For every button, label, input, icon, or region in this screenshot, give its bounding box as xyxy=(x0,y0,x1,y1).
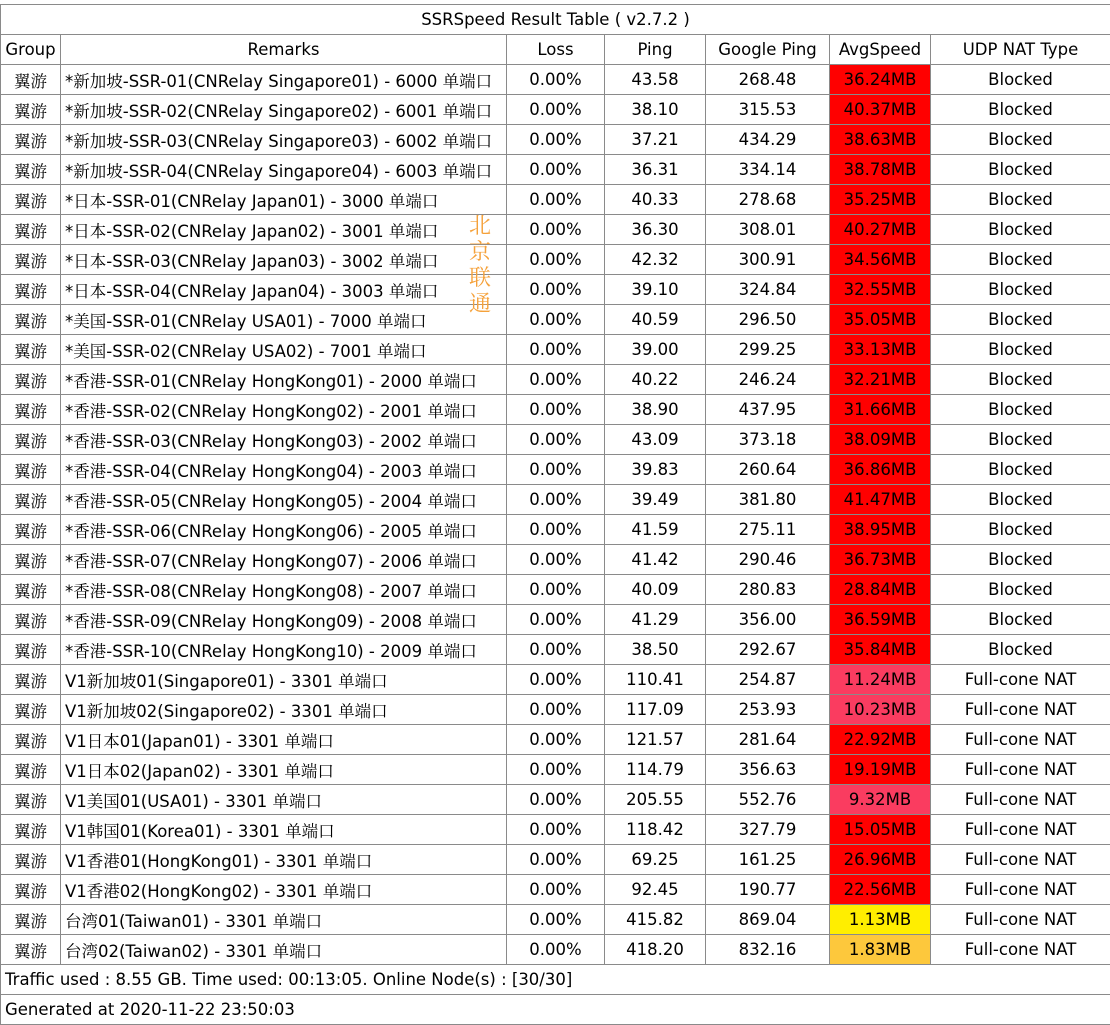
cell-udp-nat-type: Full-cone NAT xyxy=(931,785,1110,815)
cell-google-ping: 437.95 xyxy=(706,395,830,425)
cell-udp-nat-type: Full-cone NAT xyxy=(931,815,1110,845)
cell-udp-nat-type: Blocked xyxy=(931,635,1110,665)
table-row xyxy=(1,485,1110,515)
cell-ping: 38.50 xyxy=(605,635,706,665)
cell-remarks: *新加坡-SSR-04(CNRelay Singapore04) - 6003 单端口 xyxy=(61,155,507,185)
cell-google-ping: 254.87 xyxy=(706,665,830,695)
header-group: Group xyxy=(1,35,61,65)
cell-remarks: *日本-SSR-02(CNRelay Japan02) - 3001 单端口 xyxy=(61,215,507,245)
cell-ping: 39.49 xyxy=(605,485,706,515)
cell-group: 翼游 xyxy=(1,845,61,875)
cell-loss: 0.00% xyxy=(507,125,605,155)
cell-group: 翼游 xyxy=(1,215,61,245)
cell-remarks: *日本-SSR-03(CNRelay Japan03) - 3002 单端口 xyxy=(61,245,507,275)
cell-loss: 0.00% xyxy=(507,65,605,95)
cell-google-ping: 315.53 xyxy=(706,95,830,125)
cell-google-ping: 278.68 xyxy=(706,185,830,215)
cell-ping: 415.82 xyxy=(605,905,706,935)
watermark-char: 联 xyxy=(466,266,494,292)
header-avg-speed: AvgSpeed xyxy=(830,35,931,65)
cell-remarks: *香港-SSR-07(CNRelay HongKong07) - 2006 单端口 xyxy=(61,545,507,575)
cell-group: 翼游 xyxy=(1,905,61,935)
cell-udp-nat-type: Blocked xyxy=(931,185,1110,215)
cell-ping: 110.41 xyxy=(605,665,706,695)
cell-ping: 92.45 xyxy=(605,875,706,905)
cell-loss: 0.00% xyxy=(507,875,605,905)
table-row xyxy=(1,605,1110,635)
cell-group: 翼游 xyxy=(1,725,61,755)
table-row xyxy=(1,785,1110,815)
cell-loss: 0.00% xyxy=(507,785,605,815)
cell-ping: 43.09 xyxy=(605,425,706,455)
cell-udp-nat-type: Blocked xyxy=(931,65,1110,95)
cell-google-ping: 356.63 xyxy=(706,755,830,785)
cell-avg-speed: 36.73MB xyxy=(830,545,931,575)
cell-avg-speed: 35.25MB xyxy=(830,185,931,215)
cell-ping: 39.83 xyxy=(605,455,706,485)
cell-udp-nat-type: Blocked xyxy=(931,365,1110,395)
cell-loss: 0.00% xyxy=(507,425,605,455)
cell-loss: 0.00% xyxy=(507,605,605,635)
cell-remarks: V1香港02(HongKong02) - 3301 单端口 xyxy=(61,875,507,905)
cell-google-ping: 299.25 xyxy=(706,335,830,365)
cell-ping: 418.20 xyxy=(605,935,706,965)
cell-avg-speed: 1.13MB xyxy=(830,905,931,935)
cell-avg-speed: 32.55MB xyxy=(830,275,931,305)
table-row xyxy=(1,545,1110,575)
cell-group: 翼游 xyxy=(1,935,61,965)
cell-remarks: V1新加坡01(Singapore01) - 3301 单端口 xyxy=(61,665,507,695)
cell-group: 翼游 xyxy=(1,515,61,545)
cell-loss: 0.00% xyxy=(507,215,605,245)
cell-loss: 0.00% xyxy=(507,635,605,665)
cell-loss: 0.00% xyxy=(507,545,605,575)
cell-avg-speed: 19.19MB xyxy=(830,755,931,785)
cell-google-ping: 246.24 xyxy=(706,365,830,395)
watermark-char: 京 xyxy=(466,240,494,266)
cell-google-ping: 281.64 xyxy=(706,725,830,755)
header-ping: Ping xyxy=(605,35,706,65)
cell-udp-nat-type: Blocked xyxy=(931,305,1110,335)
cell-remarks: *香港-SSR-04(CNRelay HongKong04) - 2003 单端口 xyxy=(61,455,507,485)
cell-group: 翼游 xyxy=(1,185,61,215)
cell-remarks: V1韩国01(Korea01) - 3301 单端口 xyxy=(61,815,507,845)
cell-udp-nat-type: Blocked xyxy=(931,425,1110,455)
cell-remarks: V1新加坡02(Singapore02) - 3301 单端口 xyxy=(61,695,507,725)
cell-google-ping: 373.18 xyxy=(706,425,830,455)
table-row xyxy=(1,65,1110,95)
cell-remarks: *香港-SSR-10(CNRelay HongKong10) - 2009 单端口 xyxy=(61,635,507,665)
cell-google-ping: 832.16 xyxy=(706,935,830,965)
header-google-ping: Google Ping xyxy=(706,35,830,65)
table-row xyxy=(1,635,1110,665)
cell-group: 翼游 xyxy=(1,425,61,455)
cell-udp-nat-type: Blocked xyxy=(931,275,1110,305)
table-row xyxy=(1,815,1110,845)
cell-loss: 0.00% xyxy=(507,755,605,785)
cell-google-ping: 268.48 xyxy=(706,65,830,95)
cell-ping: 39.10 xyxy=(605,275,706,305)
cell-google-ping: 280.83 xyxy=(706,575,830,605)
cell-group: 翼游 xyxy=(1,125,61,155)
table-row xyxy=(1,215,1110,245)
cell-group: 翼游 xyxy=(1,395,61,425)
table-row xyxy=(1,275,1110,305)
cell-google-ping: 334.14 xyxy=(706,155,830,185)
cell-ping: 42.32 xyxy=(605,245,706,275)
cell-udp-nat-type: Full-cone NAT xyxy=(931,665,1110,695)
cell-group: 翼游 xyxy=(1,485,61,515)
cell-loss: 0.00% xyxy=(507,665,605,695)
cell-loss: 0.00% xyxy=(507,95,605,125)
cell-group: 翼游 xyxy=(1,275,61,305)
cell-avg-speed: 34.56MB xyxy=(830,245,931,275)
cell-ping: 41.42 xyxy=(605,545,706,575)
table-row xyxy=(1,725,1110,755)
cell-group: 翼游 xyxy=(1,95,61,125)
cell-loss: 0.00% xyxy=(507,905,605,935)
cell-ping: 117.09 xyxy=(605,695,706,725)
footer-generated: Generated at 2020-11-22 23:50:03 xyxy=(1,995,1110,1025)
cell-remarks: *香港-SSR-02(CNRelay HongKong02) - 2001 单端口 xyxy=(61,395,507,425)
cell-udp-nat-type: Full-cone NAT xyxy=(931,725,1110,755)
cell-loss: 0.00% xyxy=(507,335,605,365)
cell-ping: 38.10 xyxy=(605,95,706,125)
cell-ping: 69.25 xyxy=(605,845,706,875)
cell-remarks: *日本-SSR-01(CNRelay Japan01) - 3000 单端口 xyxy=(61,185,507,215)
cell-loss: 0.00% xyxy=(507,815,605,845)
cell-remarks: *香港-SSR-09(CNRelay HongKong09) - 2008 单端口 xyxy=(61,605,507,635)
cell-avg-speed: 22.92MB xyxy=(830,725,931,755)
cell-loss: 0.00% xyxy=(507,575,605,605)
footer-row xyxy=(1,965,1110,995)
cell-google-ping: 324.84 xyxy=(706,275,830,305)
table-row xyxy=(1,305,1110,335)
cell-remarks: 台湾01(Taiwan01) - 3301 单端口 xyxy=(61,905,507,935)
cell-remarks: *美国-SSR-02(CNRelay USA02) - 7001 单端口 xyxy=(61,335,507,365)
cell-udp-nat-type: Blocked xyxy=(931,485,1110,515)
cell-avg-speed: 38.95MB xyxy=(830,515,931,545)
cell-group: 翼游 xyxy=(1,335,61,365)
table-row xyxy=(1,935,1110,965)
cell-loss: 0.00% xyxy=(507,365,605,395)
cell-google-ping: 356.00 xyxy=(706,605,830,635)
cell-loss: 0.00% xyxy=(507,305,605,335)
cell-google-ping: 327.79 xyxy=(706,815,830,845)
cell-udp-nat-type: Full-cone NAT xyxy=(931,905,1110,935)
cell-avg-speed: 26.96MB xyxy=(830,845,931,875)
cell-google-ping: 552.76 xyxy=(706,785,830,815)
cell-loss: 0.00% xyxy=(507,845,605,875)
cell-avg-speed: 40.37MB xyxy=(830,95,931,125)
cell-ping: 40.09 xyxy=(605,575,706,605)
cell-group: 翼游 xyxy=(1,305,61,335)
header-row xyxy=(1,35,1110,65)
cell-group: 翼游 xyxy=(1,665,61,695)
cell-udp-nat-type: Blocked xyxy=(931,155,1110,185)
header-remarks: Remarks xyxy=(61,35,507,65)
cell-group: 翼游 xyxy=(1,155,61,185)
cell-loss: 0.00% xyxy=(507,245,605,275)
title-row xyxy=(1,5,1110,35)
cell-google-ping: 290.46 xyxy=(706,545,830,575)
cell-avg-speed: 11.24MB xyxy=(830,665,931,695)
header-udp-nat-type: UDP NAT Type xyxy=(931,35,1110,65)
cell-remarks: 台湾02(Taiwan02) - 3301 单端口 xyxy=(61,935,507,965)
cell-ping: 40.22 xyxy=(605,365,706,395)
cell-avg-speed: 15.05MB xyxy=(830,815,931,845)
cell-udp-nat-type: Full-cone NAT xyxy=(931,695,1110,725)
cell-group: 翼游 xyxy=(1,635,61,665)
cell-ping: 121.57 xyxy=(605,725,706,755)
cell-google-ping: 190.77 xyxy=(706,875,830,905)
cell-loss: 0.00% xyxy=(507,725,605,755)
table-row xyxy=(1,695,1110,725)
table-row xyxy=(1,845,1110,875)
cell-remarks: *新加坡-SSR-02(CNRelay Singapore02) - 6001 单端口 xyxy=(61,95,507,125)
cell-group: 翼游 xyxy=(1,575,61,605)
cell-ping: 43.58 xyxy=(605,65,706,95)
cell-avg-speed: 40.27MB xyxy=(830,215,931,245)
cell-ping: 40.33 xyxy=(605,185,706,215)
cell-avg-speed: 35.05MB xyxy=(830,305,931,335)
cell-google-ping: 434.29 xyxy=(706,125,830,155)
table-row xyxy=(1,515,1110,545)
cell-google-ping: 292.67 xyxy=(706,635,830,665)
table-row xyxy=(1,455,1110,485)
cell-remarks: *香港-SSR-01(CNRelay HongKong01) - 2000 单端口 xyxy=(61,365,507,395)
cell-udp-nat-type: Blocked xyxy=(931,575,1110,605)
cell-avg-speed: 10.23MB xyxy=(830,695,931,725)
cell-group: 翼游 xyxy=(1,695,61,725)
cell-ping: 41.29 xyxy=(605,605,706,635)
cell-udp-nat-type: Blocked xyxy=(931,515,1110,545)
cell-google-ping: 308.01 xyxy=(706,215,830,245)
cell-avg-speed: 33.13MB xyxy=(830,335,931,365)
cell-udp-nat-type: Full-cone NAT xyxy=(931,845,1110,875)
cell-remarks: *日本-SSR-04(CNRelay Japan04) - 3003 单端口 xyxy=(61,275,507,305)
cell-google-ping: 296.50 xyxy=(706,305,830,335)
watermark-char: 北 xyxy=(466,214,494,240)
cell-avg-speed: 38.09MB xyxy=(830,425,931,455)
cell-google-ping: 253.93 xyxy=(706,695,830,725)
cell-udp-nat-type: Blocked xyxy=(931,245,1110,275)
cell-udp-nat-type: Full-cone NAT xyxy=(931,935,1110,965)
cell-udp-nat-type: Blocked xyxy=(931,455,1110,485)
cell-remarks: *香港-SSR-06(CNRelay HongKong06) - 2005 单端口 xyxy=(61,515,507,545)
cell-ping: 38.90 xyxy=(605,395,706,425)
cell-group: 翼游 xyxy=(1,755,61,785)
cell-group: 翼游 xyxy=(1,785,61,815)
cell-loss: 0.00% xyxy=(507,185,605,215)
cell-google-ping: 260.64 xyxy=(706,455,830,485)
cell-avg-speed: 41.47MB xyxy=(830,485,931,515)
cell-ping: 36.30 xyxy=(605,215,706,245)
cell-loss: 0.00% xyxy=(507,695,605,725)
cell-avg-speed: 38.78MB xyxy=(830,155,931,185)
cell-udp-nat-type: Full-cone NAT xyxy=(931,875,1110,905)
table-row xyxy=(1,425,1110,455)
cell-remarks: V1日本01(Japan01) - 3301 单端口 xyxy=(61,725,507,755)
cell-avg-speed: 36.59MB xyxy=(830,605,931,635)
footer-row xyxy=(1,995,1110,1025)
cell-ping: 36.31 xyxy=(605,155,706,185)
table-row xyxy=(1,575,1110,605)
cell-avg-speed: 32.21MB xyxy=(830,365,931,395)
cell-google-ping: 161.25 xyxy=(706,845,830,875)
cell-loss: 0.00% xyxy=(507,275,605,305)
cell-google-ping: 300.91 xyxy=(706,245,830,275)
cell-ping: 114.79 xyxy=(605,755,706,785)
cell-group: 翼游 xyxy=(1,815,61,845)
cell-ping: 37.21 xyxy=(605,125,706,155)
cell-google-ping: 275.11 xyxy=(706,515,830,545)
cell-remarks: *香港-SSR-08(CNRelay HongKong08) - 2007 单端口 xyxy=(61,575,507,605)
cell-avg-speed: 35.84MB xyxy=(830,635,931,665)
table-row xyxy=(1,905,1110,935)
cell-group: 翼游 xyxy=(1,875,61,905)
cell-loss: 0.00% xyxy=(507,155,605,185)
cell-group: 翼游 xyxy=(1,545,61,575)
cell-avg-speed: 31.66MB xyxy=(830,395,931,425)
cell-remarks: *香港-SSR-03(CNRelay HongKong03) - 2002 单端口 xyxy=(61,425,507,455)
result-table xyxy=(0,4,1110,1025)
cell-remarks: *美国-SSR-01(CNRelay USA01) - 7000 单端口 xyxy=(61,305,507,335)
cell-avg-speed: 9.32MB xyxy=(830,785,931,815)
cell-udp-nat-type: Blocked xyxy=(931,395,1110,425)
cell-avg-speed: 36.86MB xyxy=(830,455,931,485)
cell-udp-nat-type: Blocked xyxy=(931,335,1110,365)
cell-ping: 205.55 xyxy=(605,785,706,815)
cell-udp-nat-type: Blocked xyxy=(931,545,1110,575)
table-row xyxy=(1,155,1110,185)
cell-avg-speed: 38.63MB xyxy=(830,125,931,155)
table-row xyxy=(1,95,1110,125)
cell-remarks: V1美国01(USA01) - 3301 单端口 xyxy=(61,785,507,815)
cell-avg-speed: 36.24MB xyxy=(830,65,931,95)
cell-loss: 0.00% xyxy=(507,935,605,965)
cell-avg-speed: 1.83MB xyxy=(830,935,931,965)
cell-remarks: *新加坡-SSR-01(CNRelay Singapore01) - 6000 单端口 xyxy=(61,65,507,95)
cell-ping: 39.00 xyxy=(605,335,706,365)
cell-udp-nat-type: Blocked xyxy=(931,95,1110,125)
cell-group: 翼游 xyxy=(1,245,61,275)
table-row xyxy=(1,395,1110,425)
header-loss: Loss xyxy=(507,35,605,65)
cell-loss: 0.00% xyxy=(507,455,605,485)
table-row xyxy=(1,185,1110,215)
table-title: SSRSpeed Result Table ( v2.7.2 ) xyxy=(1,5,1110,35)
cell-remarks: V1香港01(HongKong01) - 3301 单端口 xyxy=(61,845,507,875)
cell-google-ping: 869.04 xyxy=(706,905,830,935)
cell-udp-nat-type: Blocked xyxy=(931,125,1110,155)
cell-avg-speed: 22.56MB xyxy=(830,875,931,905)
cell-group: 翼游 xyxy=(1,65,61,95)
cell-loss: 0.00% xyxy=(507,485,605,515)
cell-google-ping: 381.80 xyxy=(706,485,830,515)
cell-group: 翼游 xyxy=(1,605,61,635)
cell-remarks: V1日本02(Japan02) - 3301 单端口 xyxy=(61,755,507,785)
table-row xyxy=(1,365,1110,395)
table-row xyxy=(1,245,1110,275)
cell-group: 翼游 xyxy=(1,365,61,395)
footer-traffic: Traffic used : 8.55 GB. Time used: 00:13:05. Online Node(s) : [30/30] xyxy=(1,965,1110,995)
cell-remarks: *新加坡-SSR-03(CNRelay Singapore03) - 6002 单端口 xyxy=(61,125,507,155)
cell-ping: 40.59 xyxy=(605,305,706,335)
table-row xyxy=(1,875,1110,905)
watermark-char: 通 xyxy=(466,292,494,318)
cell-group: 翼游 xyxy=(1,455,61,485)
table-row xyxy=(1,335,1110,365)
table-row xyxy=(1,755,1110,785)
cell-loss: 0.00% xyxy=(507,515,605,545)
cell-avg-speed: 28.84MB xyxy=(830,575,931,605)
cell-ping: 118.42 xyxy=(605,815,706,845)
cell-udp-nat-type: Full-cone NAT xyxy=(931,755,1110,785)
cell-udp-nat-type: Blocked xyxy=(931,215,1110,245)
table-row xyxy=(1,665,1110,695)
cell-loss: 0.00% xyxy=(507,395,605,425)
cell-udp-nat-type: Blocked xyxy=(931,605,1110,635)
table-row xyxy=(1,125,1110,155)
cell-remarks: *香港-SSR-05(CNRelay HongKong05) - 2004 单端口 xyxy=(61,485,507,515)
cell-ping: 41.59 xyxy=(605,515,706,545)
